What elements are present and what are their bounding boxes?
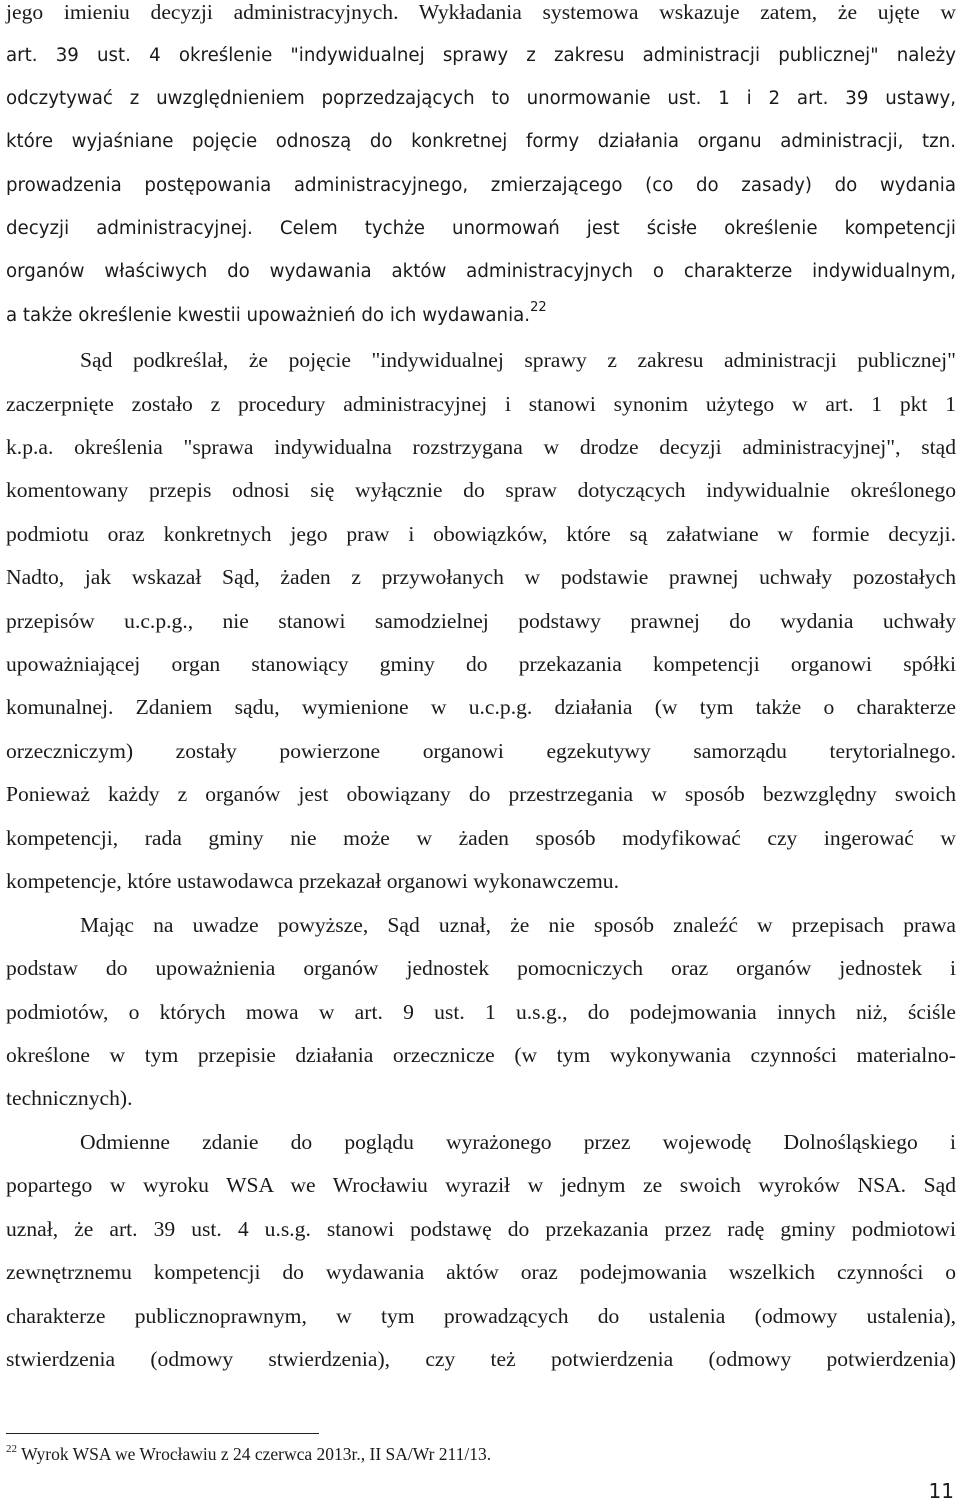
body-line: jego imieniu decyzji administracyjnych. Wykładania systemowa wskazuje zatem, że ujęte w bbox=[6, 0, 956, 24]
footnote-reference[interactable]: 22 bbox=[530, 300, 547, 315]
body-line: k.p.a. określenia "sprawa indywidualna rozstrzygana w drodze decyzji administracyjnej", stąd bbox=[6, 435, 956, 459]
body-line: odczytywać z uwzględnieniem poprzedzających to unormowanie ust. 1 i 2 art. 39 ustawy, bbox=[6, 88, 956, 109]
body-line: Mając na uwadze powyższe, Sąd uznał, że nie sposób znaleźć w przepisach prawa bbox=[80, 913, 956, 937]
body-line: które wyjaśniane pojęcie odnoszą do konkretnej formy działania organu administracji, tzn. bbox=[6, 131, 956, 152]
body-line: podmiotów, o których mowa w art. 9 ust. 1 u.s.g., do podejmowania innych niż, ściśle bbox=[6, 1000, 956, 1024]
body-line: stwierdzenia (odmowy stwierdzenia), czy też potwierdzenia (odmowy potwierdzenia) bbox=[6, 1347, 956, 1371]
body-line: decyzji administracyjnej. Celem tychże unormowań jest ścisłe określenie kompetencji bbox=[6, 218, 956, 239]
body-line: prowadzenia postępowania administracyjnego, zmierzającego (co do zasady) do wydania bbox=[6, 175, 956, 196]
body-line: Nadto, jak wskazał Sąd, żaden z przywołanych w podstawie prawnej uchwały pozostałych bbox=[6, 565, 956, 589]
footnote-number: 22 bbox=[6, 1443, 17, 1455]
page-number: 11 bbox=[928, 1479, 954, 1503]
body-line: upoważniającej organ stanowiący gminy do przekazania kompetencji organowi spółki bbox=[6, 652, 956, 676]
body-line: Ponieważ każdy z organów jest obowiązany do przestrzegania w sposób bezwzględny swoich bbox=[6, 782, 956, 806]
body-line: orzeczniczym) zostały powierzone organowi egzekutywy samorządu terytorialnego. bbox=[6, 739, 956, 763]
body-line: Odmienne zdanie do poglądu wyrażonego przez wojewodę Dolnośląskiego i bbox=[80, 1130, 956, 1154]
body-line-text: a także określenie kwestii upoważnień do ich wydawania. bbox=[6, 305, 531, 326]
body-line: technicznych). bbox=[6, 1086, 133, 1110]
body-line: komentowany przepis odnosi się wyłącznie do spraw dotyczących indywidualnie określonego bbox=[6, 478, 956, 502]
footnote-separator bbox=[6, 1433, 319, 1434]
footnote-text: Wyrok WSA we Wrocławiu z 24 czerwca 2013r., II SA/Wr 211/13. bbox=[21, 1444, 492, 1464]
body-line: uznał, że art. 39 ust. 4 u.s.g. stanowi podstawę do przekazania przez radę gminy podmiotowi bbox=[6, 1217, 956, 1241]
body-line: popartego w wyroku WSA we Wrocławiu wyraził w jednym ze swoich wyroków NSA. Sąd bbox=[6, 1173, 956, 1197]
body-line: Sąd podkreślał, że pojęcie "indywidualnej sprawy z zakresu administracji publicznej" bbox=[80, 348, 956, 372]
body-line: kompetencji, rada gminy nie może w żaden sposób modyfikować czy ingerować w bbox=[6, 826, 956, 850]
body-line: charakterze publicznoprawnym, w tym prowadzących do ustalenia (odmowy ustalenia), bbox=[6, 1304, 956, 1328]
body-line: art. 39 ust. 4 określenie "indywidualnej sprawy z zakresu administracji publicznej" należy bbox=[6, 45, 956, 66]
body-line: komunalnej. Zdaniem sądu, wymienione w u.c.p.g. działania (w tym także o charakterze bbox=[6, 695, 956, 719]
body-line: podmiotu oraz konkretnych jego praw i obowiązków, które są załatwiane w formie decyzji. bbox=[6, 522, 956, 546]
body-line: zaczerpnięte zostało z procedury administracyjnej i stanowi synonim użytego w art. 1 pkt 1 bbox=[6, 392, 956, 416]
body-line-with-footnote bbox=[6, 301, 956, 331]
body-line: organów właściwych do wydawania aktów administracyjnych o charakterze indywidualnym, bbox=[6, 261, 956, 282]
body-line: przepisów u.c.p.g., nie stanowi samodzielnej podstawy prawnej do wydania uchwały bbox=[6, 609, 956, 633]
body-line: podstaw do upoważnienia organów jednostek pomocniczych oraz organów jednostek i bbox=[6, 956, 956, 980]
body-line: określone w tym przepisie działania orzecznicze (w tym wykonywania czynności materialno- bbox=[6, 1043, 956, 1067]
footnote bbox=[6, 1441, 491, 1467]
body-line: kompetencje, które ustawodawca przekazał organowi wykonawczemu. bbox=[6, 869, 619, 893]
body-line: zewnętrznemu kompetencji do wydawania aktów oraz podejmowania wszelkich czynności o bbox=[6, 1260, 956, 1284]
